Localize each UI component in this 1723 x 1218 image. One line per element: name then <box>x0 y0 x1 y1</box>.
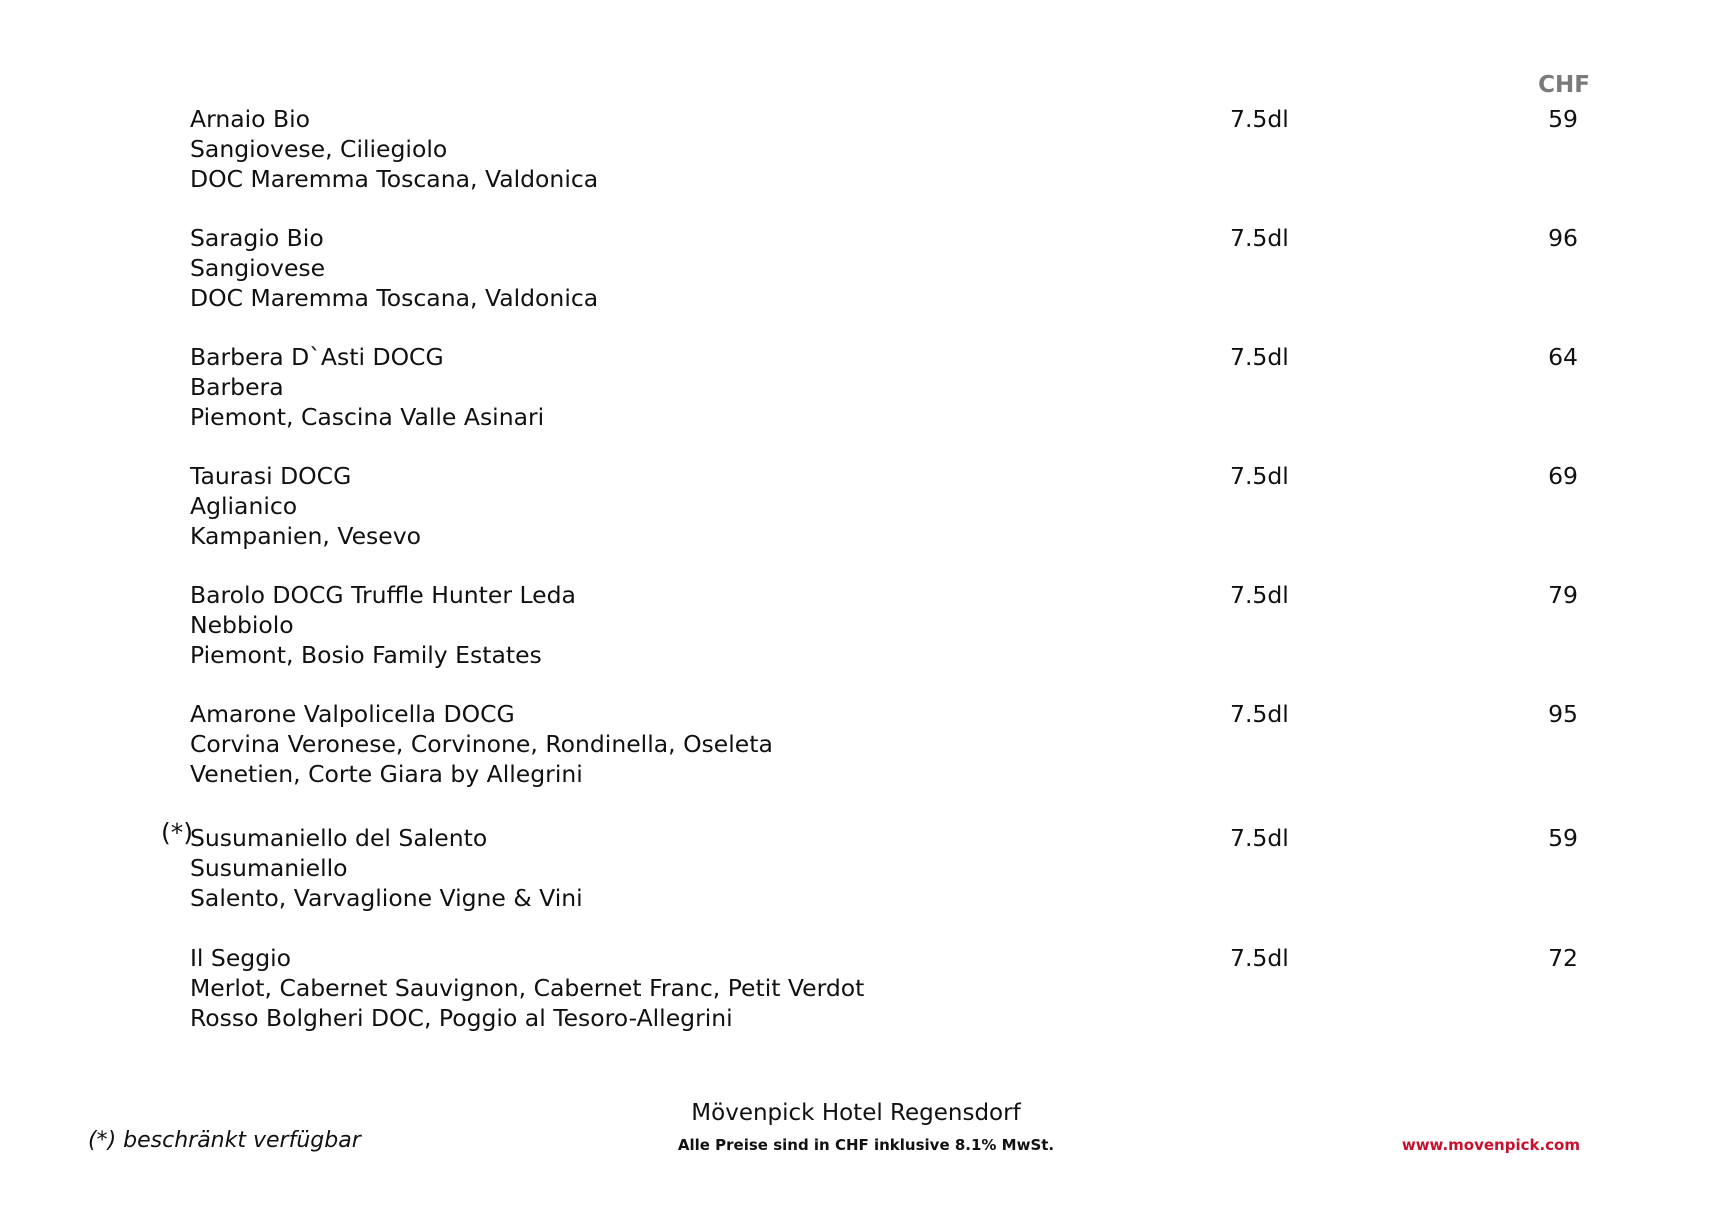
availability-footnote: (*) beschränkt verfügbar <box>88 1128 361 1153</box>
wine-name: Il Seggio <box>190 944 292 972</box>
currency-header: CHF <box>1538 72 1590 98</box>
wine-price: 72 <box>1548 944 1578 972</box>
wine-name: Barbera D`Asti DOCG <box>190 343 444 371</box>
wine-volume: 7.5dl <box>1230 700 1289 728</box>
wine-name: Barolo DOCG Truffle Hunter Leda <box>190 581 576 609</box>
wine-origin: DOC Maremma Toscana, Valdonica <box>190 284 599 312</box>
wine-volume: 7.5dl <box>1230 343 1289 371</box>
wine-grapes: Merlot, Cabernet Sauvignon, Cabernet Franc, Petit Verdot <box>190 974 865 1002</box>
wine-name: Taurasi DOCG <box>190 462 352 490</box>
wine-price: 59 <box>1548 105 1578 133</box>
wine-price: 96 <box>1548 224 1578 252</box>
wine-price: 95 <box>1548 700 1578 728</box>
wine-volume: 7.5dl <box>1230 824 1289 852</box>
wine-grapes: Barbera <box>190 373 284 401</box>
wine-price: 64 <box>1548 343 1578 371</box>
wine-grapes: Susumaniello <box>190 854 348 882</box>
wine-grapes: Nebbiolo <box>190 611 294 639</box>
wine-origin: Piemont, Cascina Valle Asinari <box>190 403 545 431</box>
wine-name: Susumaniello del Salento <box>190 824 488 852</box>
wine-grapes: Sangiovese <box>190 254 326 282</box>
price-disclaimer: Alle Preise sind in CHF inklusive 8.1% MwSt. <box>677 1136 1055 1154</box>
wine-volume: 7.5dl <box>1230 581 1289 609</box>
wine-price: 59 <box>1548 824 1578 852</box>
wine-origin: DOC Maremma Toscana, Valdonica <box>190 165 599 193</box>
wine-origin: Venetien, Corte Giara by Allegrini <box>190 760 583 788</box>
wine-grapes: Aglianico <box>190 492 298 520</box>
wine-origin: Salento, Varvaglione Vigne & Vini <box>190 884 583 912</box>
availability-marker: (*) <box>161 818 194 847</box>
wine-grapes: Corvina Veronese, Corvinone, Rondinella, Oseleta <box>190 730 773 758</box>
wine-volume: 7.5dl <box>1230 944 1289 972</box>
wine-volume: 7.5dl <box>1230 224 1289 252</box>
wine-price: 69 <box>1548 462 1578 490</box>
wine-volume: 7.5dl <box>1230 105 1289 133</box>
wine-grapes: Sangiovese, Ciliegiolo <box>190 135 448 163</box>
hotel-name: Mövenpick Hotel Regensdorf <box>691 1100 1021 1126</box>
website-link[interactable]: www.movenpick.com <box>1401 1136 1580 1154</box>
wine-name: Saragio Bio <box>190 224 324 252</box>
wine-volume: 7.5dl <box>1230 462 1289 490</box>
wine-price: 79 <box>1548 581 1578 609</box>
wine-origin: Piemont, Bosio Family Estates <box>190 641 542 669</box>
wine-origin: Rosso Bolgheri DOC, Poggio al Tesoro-Allegrini <box>190 1004 733 1032</box>
wine-origin: Kampanien, Vesevo <box>190 522 422 550</box>
wine-name: Amarone Valpolicella DOCG <box>190 700 515 728</box>
wine-name: Arnaio Bio <box>190 105 311 133</box>
